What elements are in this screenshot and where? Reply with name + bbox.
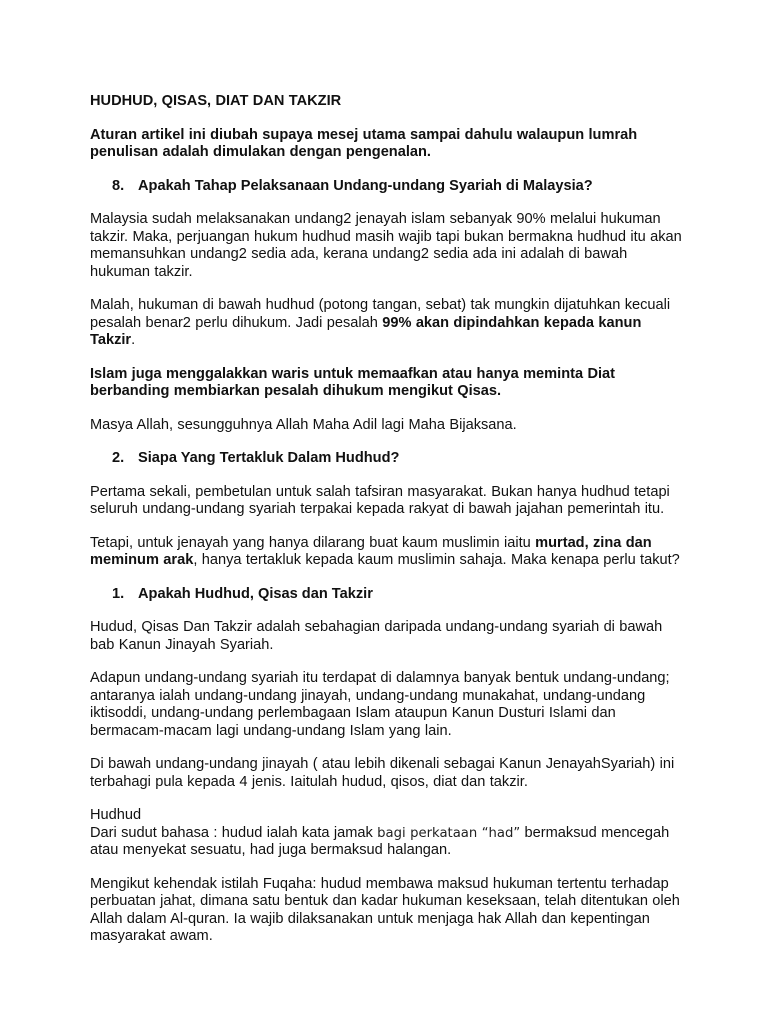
section-8-paragraph-2 xyxy=(90,297,690,350)
section-1-paragraph-2: Adapun undang-undang syariah itu terdapat di dalamnya banyak bentuk undang-undang; antaranya ialah undang-undang jinayah, undang-undang munakahat, undang-undang iktisoddi, undang-undang perlembagaan Islam ataupun Kanun Dusturi Islami dan bermacam-macam lagi undang-undang Islam yang lain. xyxy=(90,670,670,739)
section-8-heading-text: Apakah Tahap Pelaksanaan Undang-undang Syariah di Malaysia? xyxy=(138,177,593,194)
section-1-paragraph-1: Hudud, Qisas Dan Takzir adalah sebahagian daripada undang-undang syariah di bawah bab Kanun Jinayah Syariah. xyxy=(90,619,663,653)
hudhud-subheading: Hudhud xyxy=(90,807,142,823)
section-1-paragraph-5: Mengikut kehendak istilah Fuqaha: hudud membawa maksud hukuman tertentu terhadap perbuatan jahat, dimana satu bentuk dan kadar hukuman keseksaan, telah ditentukan oleh Allah dalam Al-quran. Ia wajib dilaksanakan untuk menjaga hak Allah dan kepentingan masyarakat awam. xyxy=(90,875,680,944)
section-8-paragraph-2-text: Malah, hukuman di bawah hudhud (potong tangan, sebat) tak mungkin dijatuhkan kecuali pesalah benar2 perlu dihukum. Jadi pesalah xyxy=(90,297,671,331)
section-2-heading xyxy=(90,450,690,468)
intro-paragraph: Aturan artikel ini diubah supaya mesej utama sampai dahulu walaupun lumrah penulisan adalah dimulakan dengan pengenalan. xyxy=(90,126,638,160)
section-8-paragraph-2-end: . xyxy=(131,332,136,348)
section-8-paragraph-2-emphasis: 99% akan dipindahkan kepada kanun Takzir xyxy=(90,314,642,348)
section-2-paragraph-1: Pertama sekali, pembetulan untuk salah tafsiran masyarakat. Bukan hanya hudhud tetapi seluruh undang-undang syariah terpakai kepada rakyat di bawah jajahan pemerintah itu. xyxy=(90,483,670,517)
section-2-paragraph-2-text: Tetapi, untuk jenayah yang hanya dilarang buat kaum muslimin iaitu xyxy=(90,534,536,551)
section-2-paragraph-2-end: , hanya tertakluk kepada kaum muslimin sahaja. Maka kenapa perlu takut? xyxy=(193,552,680,568)
section-8-paragraph-3: Islam juga menggalakkan waris untuk memaafkan atau hanya meminta Diat berbanding membiarkan pesalah dihukum mengikut Qisas. xyxy=(90,365,616,399)
section-1-heading xyxy=(90,586,690,604)
section-2-number: 2. xyxy=(112,450,125,466)
hudhud-definition-alt-font: bagi perkataan “had” xyxy=(377,825,521,841)
section-8-heading xyxy=(90,178,690,196)
section-2-paragraph-2 xyxy=(90,535,690,570)
hudhud-definition-text: Dari sudut bahasa : hudud ialah kata jamak xyxy=(90,824,378,841)
section-1-paragraph-3: Di bawah undang-undang jinayah ( atau lebih dikenali sebagai Kanun JenayahSyariah) ini terbahagi pula kepada 4 jenis. Iaitulah hudud, qisos, diat dan takzir. xyxy=(90,756,675,790)
section-1-number: 1. xyxy=(112,585,125,602)
section-8-paragraph-4: Masya Allah, sesungguhnya Allah Maha Adil lagi Maha Bijaksana. xyxy=(90,416,517,433)
section-2-paragraph-2-emphasis: murtad, zina dan meminum arak xyxy=(90,534,652,568)
hudhud-definition-paragraph xyxy=(90,825,690,860)
document-page xyxy=(90,93,690,962)
hudhud-definition-end: bermaksud mencegah atau menyekat sesuatu, had juga bermaksud halangan. xyxy=(90,824,670,858)
section-8-number: 8. xyxy=(112,177,125,194)
section-8-paragraph-1: Malaysia sudah melaksanakan undang2 jenayah islam sebanyak 90% melalui hukuman takzir. Maka, perjuangan hukum hudhud masih wajib tapi bukan bermakna hudhud itu akan memansuhkan undang2 sedia ada, kerana undang2 sedia ada ini adalah di bawah hukuman takzir. xyxy=(90,211,682,280)
section-2-heading-text: Siapa Yang Tertakluk Dalam Hudhud? xyxy=(138,450,400,466)
document-title: HUDHUD, QISAS, DIAT DAN TAKZIR xyxy=(90,93,342,109)
section-1-heading-text: Apakah Hudhud, Qisas dan Takzir xyxy=(138,585,373,602)
